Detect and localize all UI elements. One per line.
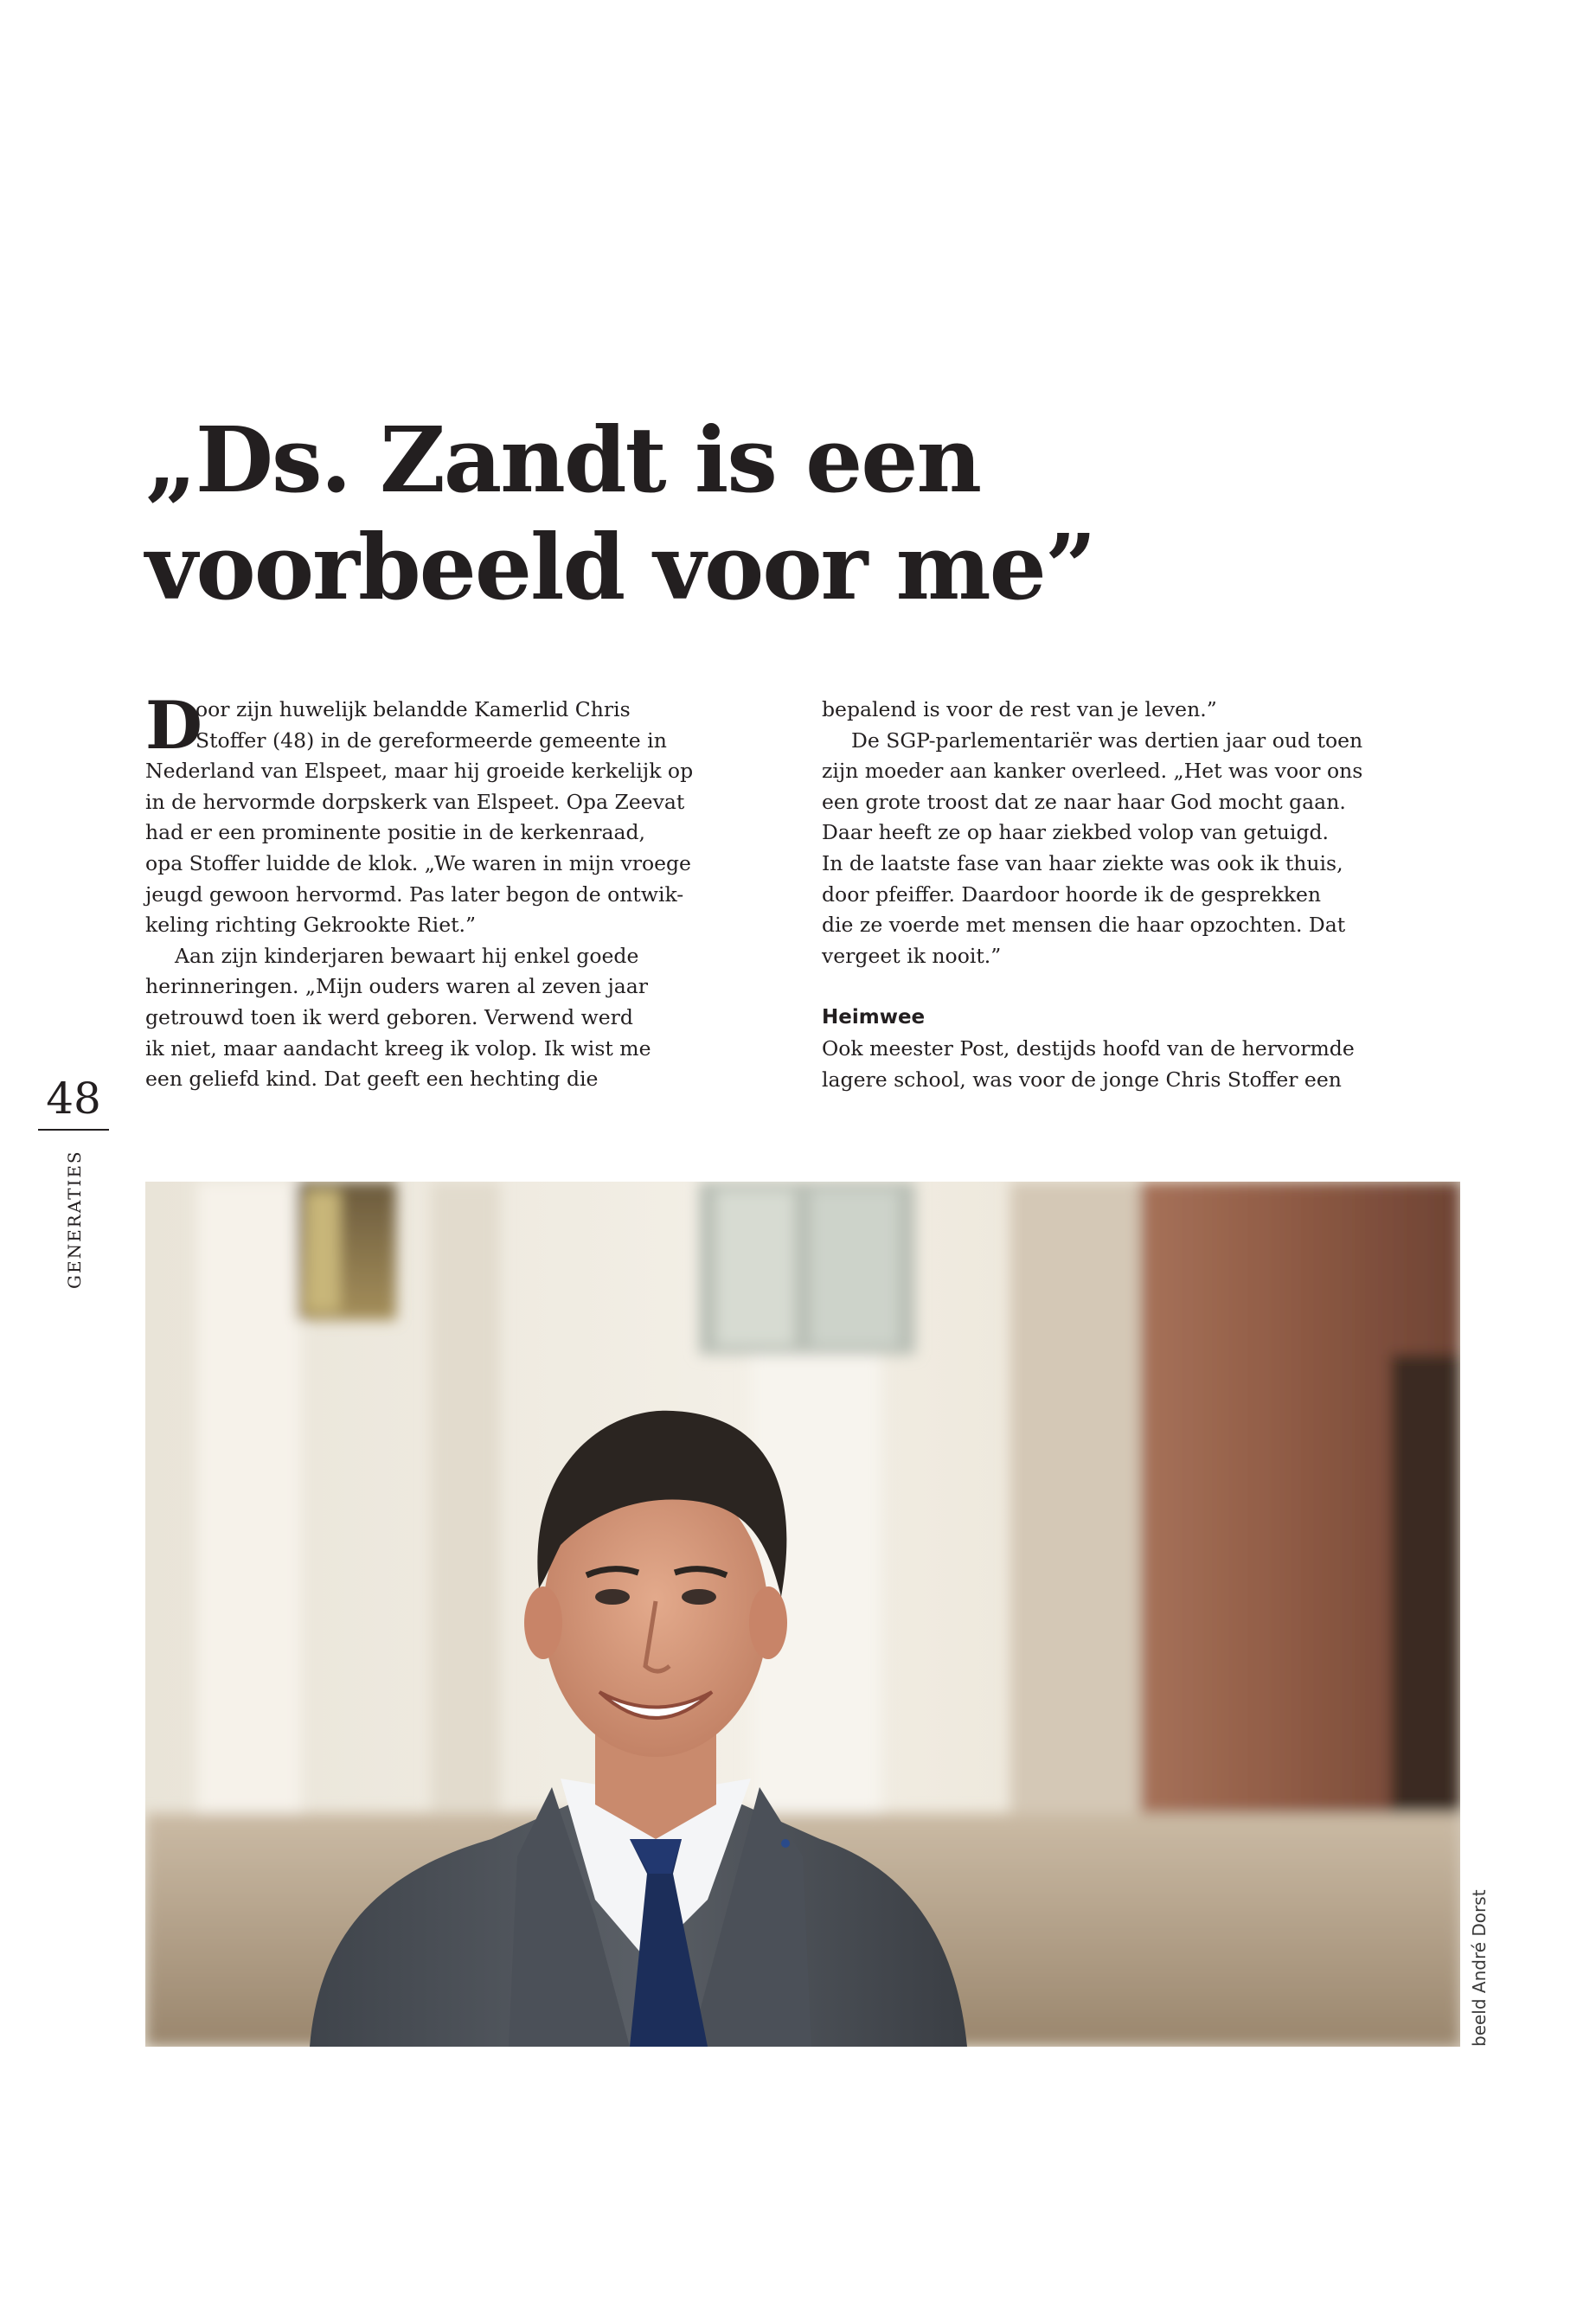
article-line: Ook meester Post, destijds hoofd van de hervormde	[822, 1035, 1355, 1061]
article-line: door pfeiffer. Daardoor hoorde ik de gesprekken	[822, 881, 1321, 907]
portrait-photo	[145, 1182, 1460, 2047]
article-line-text: oor zijn huwelijk belandde Kamerlid Chris	[195, 697, 631, 721]
article-line: Daar heeft ze op haar ziekbed volop van getuigd.	[822, 820, 1330, 845]
headline	[145, 407, 1313, 621]
article-line: keling richting Gekrookte Riet.”	[145, 913, 477, 938]
article-line: getrouwd toen ik werd geboren. Verwend werd	[145, 1004, 633, 1029]
article-line: had er een prominente positie in de kerkenraad,	[145, 820, 645, 845]
article-line: Stoffer (48) in de gereformeerde gemeente in	[195, 727, 667, 753]
section-label: GENERATIES	[64, 1150, 85, 1289]
page-number-divider	[38, 1129, 109, 1131]
article-line: een grote troost dat ze naar haar God mocht gaan.	[822, 789, 1346, 814]
article-line: De SGP-parlementariër was dertien jaar oud toen	[851, 727, 1363, 753]
article-line: jeugd gewoon hervormd. Pas later begon de ontwik-	[145, 881, 684, 907]
article-line: ik niet, maar aandacht kreeg ik volop. Ik wist me	[145, 1035, 651, 1061]
headline-line-2: voorbeeld voor me”	[145, 514, 1095, 620]
photo-credit: beeld André Dorst	[1469, 1889, 1490, 2047]
article-line: bepalend is voor de rest van je leven.”	[822, 697, 1217, 721]
portrait-illustration	[145, 1182, 1460, 2047]
article-line: een geliefd kind. Dat geeft een hechting die	[145, 1067, 599, 1092]
article-line: vergeet ik nooit.”	[822, 943, 1002, 968]
headline-line-1: „Ds. Zandt is een	[145, 407, 981, 513]
article-line: die ze voerde met mensen die haar opzochten. Dat	[822, 913, 1346, 938]
article-line: In de laatste fase van haar ziekte was ook ik thuis,	[822, 850, 1343, 875]
article-line: in de hervormde dorpskerk van Elspeet. Opa Zeevat	[145, 789, 685, 814]
article-line: herinneringen. „Mijn ouders waren al zeven jaar	[145, 974, 649, 999]
page-number: 48	[46, 1074, 101, 1124]
article-column-right	[822, 695, 1393, 1095]
article-line: Nederland van Elspeet, maar hij groeide kerkelijk op	[145, 759, 694, 784]
article-line: lagere school, was voor de jonge Chris Stoffer een	[822, 1067, 1342, 1092]
article-line: Aan zijn kinderjaren bewaart hij enkel goede	[175, 943, 639, 968]
article-line: opa Stoffer luidde de klok. „We waren in mijn vroege	[145, 850, 691, 875]
article-line: zijn moeder aan kanker overleed. „Het was voor ons	[822, 759, 1363, 784]
drop-cap: D	[145, 687, 202, 764]
article-column-left	[145, 687, 716, 1095]
subheading: Heimwee	[822, 1006, 926, 1029]
